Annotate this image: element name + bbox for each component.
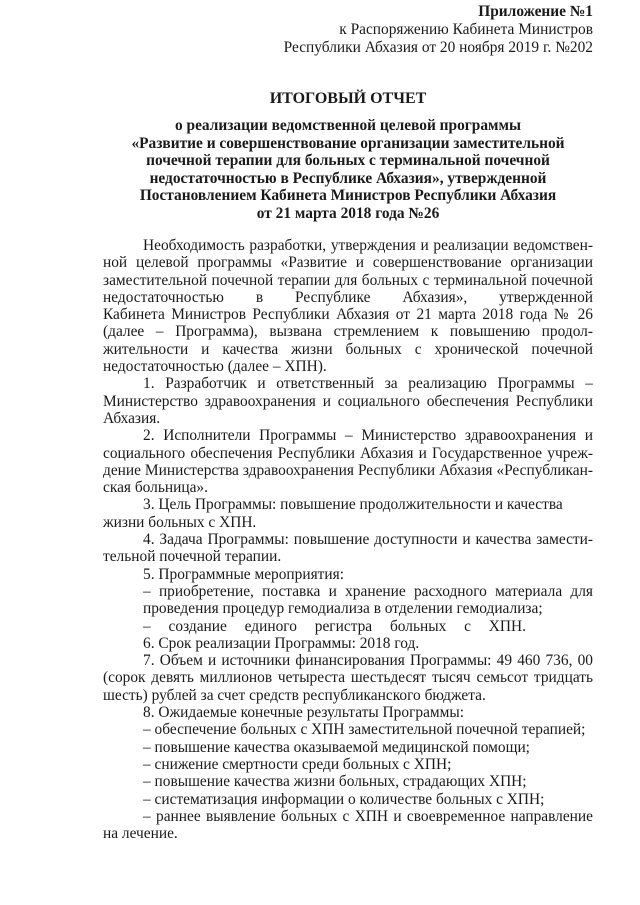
order-date: Республики Абхазия от 20 ноября 2019 г. №202 — [283, 39, 593, 56]
appendix-label: Приложение №1 — [478, 3, 593, 20]
list-item: – повышение качества оказываемой медицинской помощи; — [143, 738, 530, 756]
text-line: 6. Срок реализации Программы: 2018 год. — [143, 634, 420, 652]
text-line: 8. Ожидаемые конечные результаты Программы: — [143, 704, 464, 722]
text-line: 1. Разработчик и ответственный за реализацию Программы – — [143, 375, 593, 393]
text-line: 5. Программные мероприятия: — [143, 565, 344, 583]
list-item: – создание единого регистра больных с ХПН. — [143, 617, 526, 635]
text-line: Абхазия. — [103, 409, 161, 427]
text-line: дение Министерства здравоохранения Республики Абхазия «Республикан- — [103, 461, 593, 479]
list-item: – раннее выявление больных с ХПН и своевременное направление — [143, 807, 593, 825]
order-reference: к Распоряжению Кабинета Министров — [339, 21, 593, 38]
subtitle-line: почечной терапии для больных с терминальной почечной — [146, 152, 550, 170]
text-line: Кабинета Министров Республики Абхазия от 21 марта 2018 года № 26 — [103, 306, 593, 324]
text-line: жительности и качества жизни больных с хронической почечной — [103, 340, 593, 358]
text-line: 3. Цель Программы: повышение продолжительности и качества — [143, 496, 563, 514]
text-line: 7. Объем и источники финансирования Программы: 49 460 736, 00 — [143, 652, 593, 670]
subtitle-line: «Развитие и совершенствование организации заместительной — [131, 134, 565, 152]
text-line: 2. Исполнители Программы – Министерство здравоохранения и — [143, 427, 593, 445]
list-item: – повышение качества жизни больных, страдающих ХПН; — [143, 773, 527, 791]
report-title: ИТОГОВЫЙ ОТЧЕТ — [269, 90, 427, 107]
text-line: (далее – Программа), вызвана стремлением к повышению продол- — [103, 323, 593, 341]
text-line: шесть) рублей за счет средств республиканского бюджета. — [103, 686, 486, 704]
subtitle-line: от 21 марта 2018 года №26 — [256, 204, 440, 222]
text-line: заместительной почечной терапии для больных с терминальной почечной — [103, 271, 593, 289]
list-item: проведения процедур гемодиализа в отделении гемодиализа; — [143, 600, 543, 618]
text-line: ной целевой программы «Развитие и совершенствование организации — [103, 254, 593, 272]
list-item: – приобретение, поставка и хранение расходного материала для — [143, 582, 593, 600]
text-line: на лечение. — [103, 825, 178, 843]
text-line: Необходимость разработки, утверждения и реализации ведомствен- — [143, 237, 593, 254]
text-line: ская больница». — [103, 479, 208, 497]
text-line: Министерство здравоохранения и социального обеспечения Республики — [103, 392, 593, 410]
text-line: недостаточностью (далее – ХПН). — [103, 358, 327, 376]
text-line: тельной почечной терапии. — [103, 548, 282, 566]
list-item: – обеспечение больных с ХПН заместительной почечной терапией; — [143, 721, 586, 739]
subtitle-line: Постановлением Кабинета Министров Республики Абхазия — [139, 187, 557, 205]
list-item: – систематизация информации о количестве больных с ХПН; — [143, 790, 545, 808]
text-line: 4. Задача Программы: повышение доступности и качества замести- — [143, 531, 593, 549]
text-line: (сорок девять миллионов четыреста шестьдесят тысяч семьсот тридцать — [103, 669, 593, 687]
text-line: жизни больных с ХПН. — [103, 513, 257, 531]
text-line: социального обеспечения Республики Абхазия и Государственное учреж- — [103, 444, 593, 462]
report-body — [103, 237, 593, 842]
subtitle-line: недостаточностью в Республике Абхазия», утвержденной — [149, 169, 547, 187]
text-line: недостаточностью в Республике Абхазия», утвержденной — [103, 288, 593, 306]
subtitle-line: о реализации ведомственной целевой программы — [174, 117, 522, 134]
list-item: – снижение смертности среди больных с ХПН; — [143, 755, 452, 773]
report-subtitle — [103, 117, 593, 223]
